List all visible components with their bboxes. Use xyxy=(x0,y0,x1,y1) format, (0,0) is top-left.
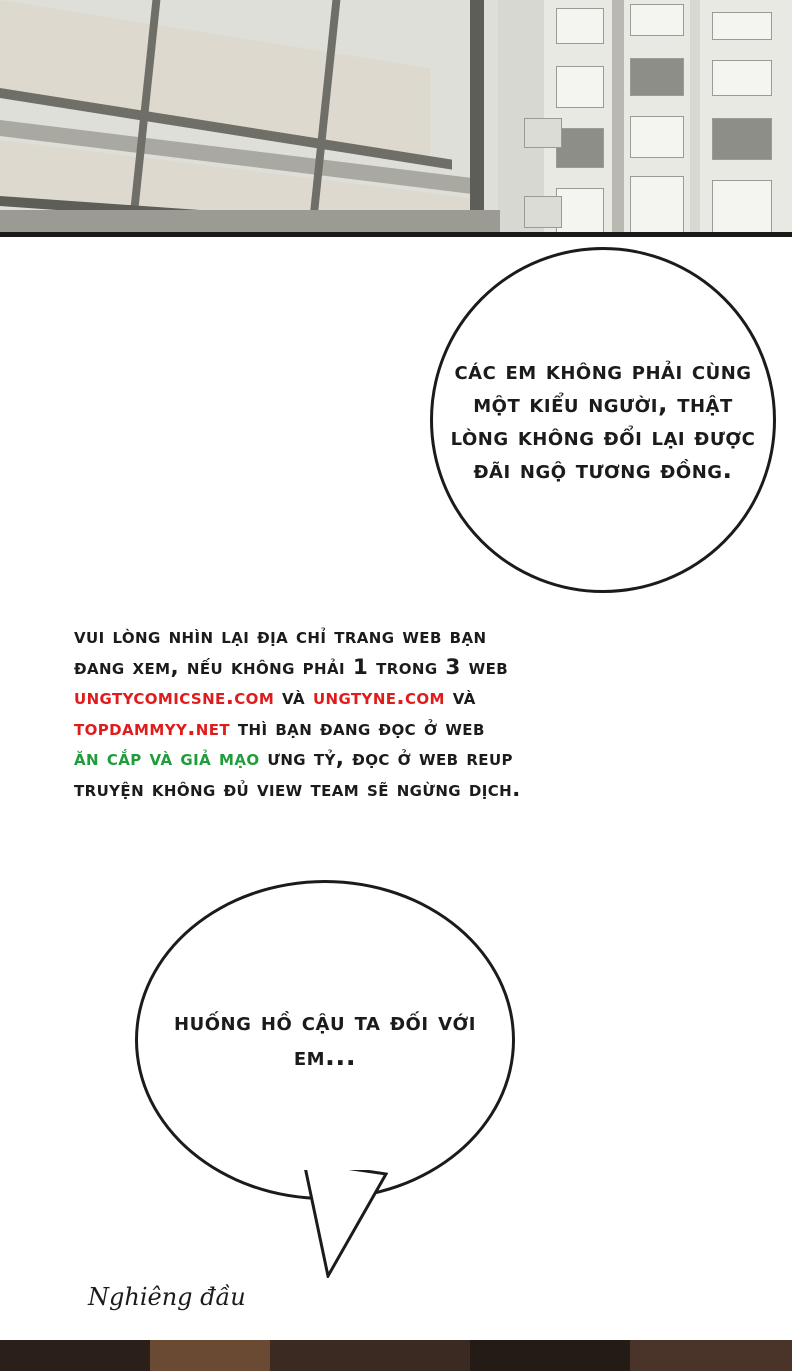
window xyxy=(630,4,684,36)
notice-line-2: đang xem, nếu không phải 1 trong 3 web xyxy=(74,654,509,680)
peek-segment xyxy=(270,1340,470,1371)
peek-segment xyxy=(150,1340,270,1371)
panel-divider xyxy=(0,232,792,237)
speech-bubble-tail xyxy=(300,1160,390,1278)
window xyxy=(712,118,772,160)
window xyxy=(556,128,604,168)
speech-bubble-top xyxy=(430,247,776,593)
window xyxy=(556,66,604,108)
air-conditioner-unit xyxy=(524,196,562,228)
notice-warning-phrase: ăn cắp và giả mạo xyxy=(74,746,260,772)
notice-line-5-tail: ưng tỷ, đọc ở web reup xyxy=(259,746,513,772)
support-pole xyxy=(470,0,484,236)
speech-bubble-top-text: các em không phải cùng một kiểu người, thật lòng không đổi lại được đãi ngộ tương đồng. xyxy=(450,355,756,485)
building-seam xyxy=(612,0,624,236)
notice-conj-1: và xyxy=(274,685,313,711)
peek-segment xyxy=(0,1340,150,1371)
window xyxy=(712,60,772,96)
site-link-1[interactable]: ungtycomicsne.com xyxy=(74,685,275,711)
notice-conj-2: và xyxy=(444,685,476,711)
site-link-2[interactable]: ungtyne.com xyxy=(312,685,445,711)
scanlation-warning-text xyxy=(74,622,734,805)
window xyxy=(712,180,772,234)
sfx-caption: Nghiêng đầu xyxy=(88,1283,246,1311)
notice-line-5 xyxy=(74,744,734,775)
notice-line-3 xyxy=(74,683,734,714)
window xyxy=(712,12,772,40)
window xyxy=(556,188,604,234)
notice-line-4 xyxy=(74,714,734,745)
window xyxy=(630,58,684,96)
peek-segment xyxy=(470,1340,630,1371)
speech-bubble-bottom-text: huống hồ cậu ta đối với em... xyxy=(174,1007,476,1072)
window xyxy=(630,116,684,158)
site-link-3[interactable]: topdammyy.net xyxy=(74,715,231,741)
window xyxy=(630,176,684,234)
next-panel-peek xyxy=(0,1340,792,1371)
photo-panel xyxy=(0,0,792,236)
notice-line-1: vui lòng nhìn lại địa chỉ trang web bạn xyxy=(74,624,487,649)
air-conditioner-unit xyxy=(524,118,562,148)
peek-segment xyxy=(630,1340,792,1371)
building-seam-2 xyxy=(690,0,700,236)
notice-line-4-tail: thì bạn đang đọc ở web xyxy=(230,715,485,741)
window xyxy=(556,8,604,44)
notice-line-6: truyện không đủ view team sẽ ngừng dịch. xyxy=(74,776,521,802)
speech-bubble-bottom xyxy=(135,880,515,1200)
